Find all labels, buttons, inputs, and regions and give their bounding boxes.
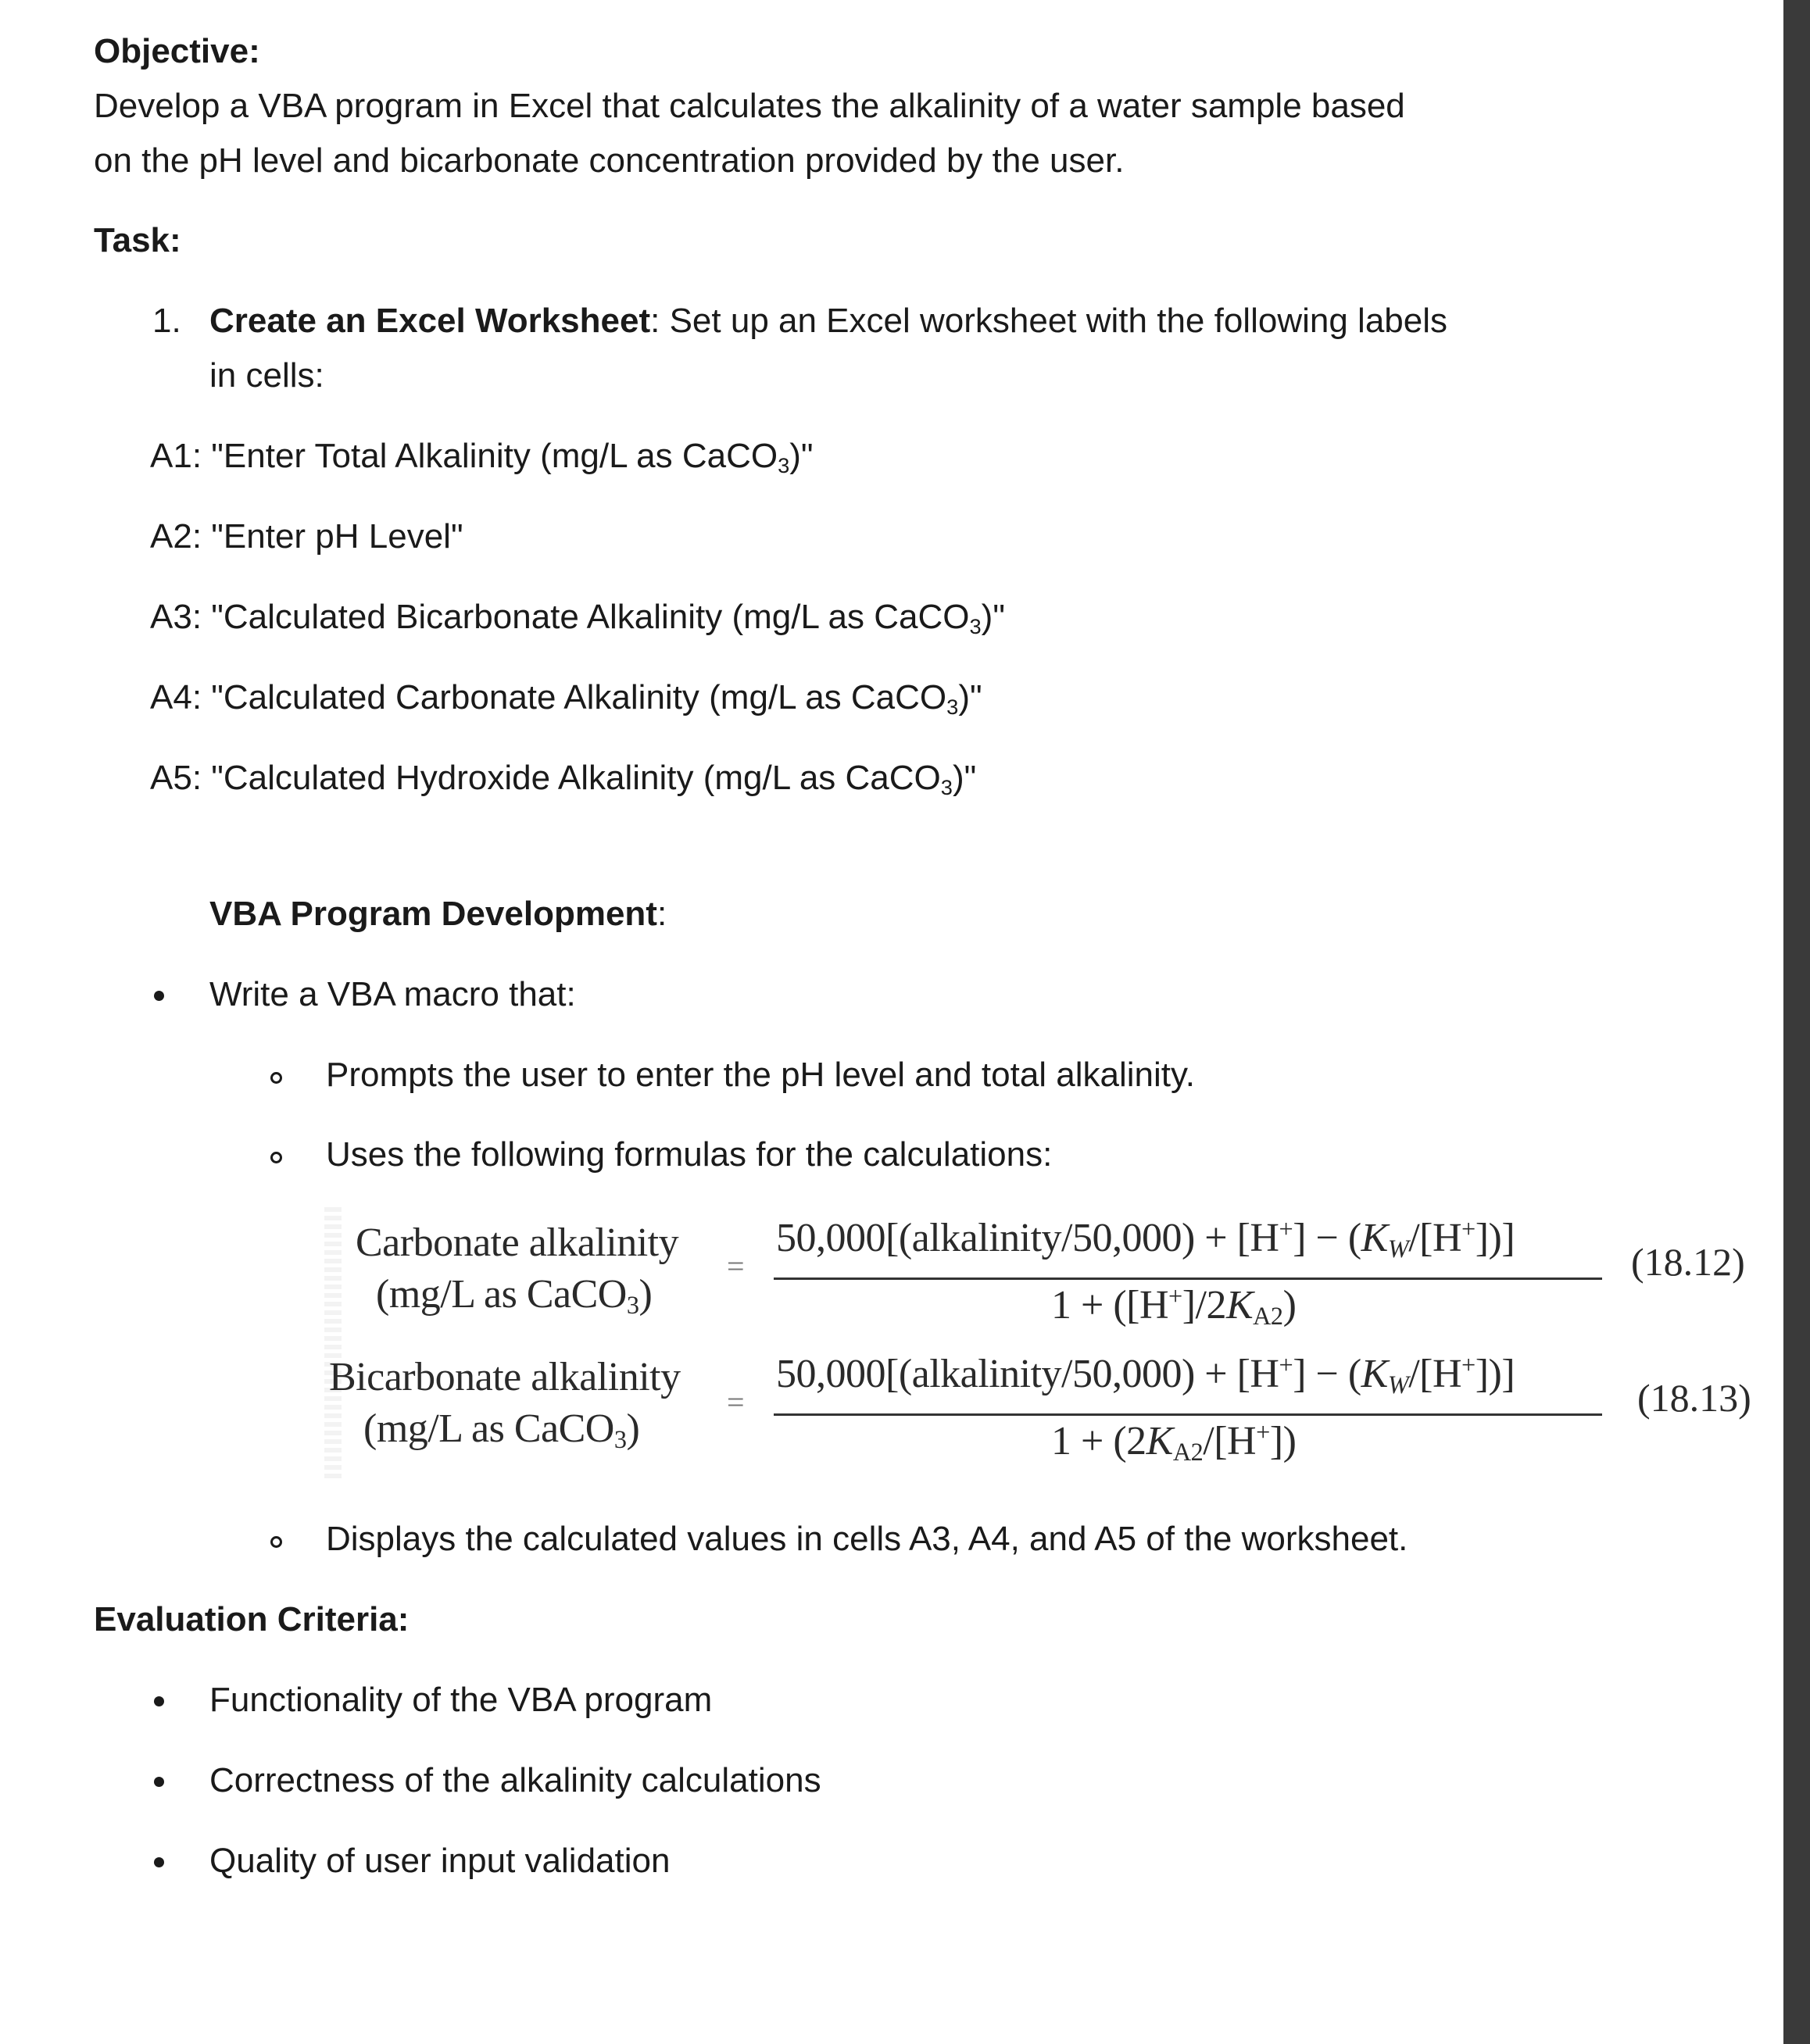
formula-2-fraction-bar [774, 1413, 1602, 1416]
cell-label-a5: A5: "Calculated Hydroxide Alkalinity (mg/L as CaCO$_3$)" [150, 759, 977, 799]
objective-line-1: Develop a VBA program in Excel that calculates the alkalinity of a water sample based [94, 87, 1405, 125]
vba-sub-item-1: Prompts the user to enter the pH level and total alkalinity. [326, 1056, 1195, 1094]
scan-edge [324, 1207, 342, 1481]
formula-1-name-line-1: Carbonate alkalinity [356, 1220, 679, 1265]
formula-1-denominator: $1 + ([H^+]/2K_{A2})$ [1051, 1281, 1297, 1331]
vba-sub-item-3: Displays the calculated values in cells A3, A4, and A5 of the worksheet. [326, 1520, 1408, 1558]
vba-sub-item-2: Uses the following formulas for the calculations: [326, 1135, 1053, 1174]
evaluation-item: Correctness of the alkalinity calculations [209, 1761, 821, 1799]
task-step-number: 1. [152, 302, 181, 340]
formula-image [324, 1199, 1774, 1488]
task-step-line-2: in cells: [209, 356, 324, 395]
cell-label-a2: A2: "Enter pH Level" [150, 517, 463, 556]
bullet-dot [154, 1777, 164, 1787]
sub-bullet-circle [270, 1536, 282, 1548]
window-edge [1783, 0, 1810, 2044]
formula-2-name-line-2: (mg/L as CaCO$_3$) [363, 1406, 640, 1454]
formula-1-fraction-bar [774, 1278, 1602, 1280]
evaluation-item: Functionality of the VBA program [209, 1681, 713, 1719]
vba-bullet-text: Write a VBA macro that: [209, 975, 576, 1013]
formula-2-name-line-1: Bicarbonate alkalinity [329, 1355, 681, 1399]
task-step-text: : Set up an Excel worksheet with the following labels [650, 302, 1448, 340]
formula-2-number: (18.13) [1637, 1376, 1751, 1420]
cell-label-a1: A1: "Enter Total Alkalinity (mg/L as CaCO$_3$)" [150, 437, 814, 477]
evaluation-heading: Evaluation Criteria: [94, 1600, 410, 1638]
formula-2-numerator: 50,000[(alkalinity/50,000) + $[H^+] - (K_W/[H^+])$] [776, 1350, 1515, 1399]
formula-1-numerator: 50,000[(alkalinity/50,000) + $[H^+] - (K_W/[H^+])$] [776, 1214, 1515, 1263]
cell-label-a3: A3: "Calculated Bicarbonate Alkalinity (mg/L as CaCO$_3$)" [150, 598, 1005, 638]
task-heading: Task: [94, 221, 181, 259]
formula-1-number: (18.12) [1631, 1240, 1745, 1284]
sub-bullet-circle [270, 1152, 282, 1163]
task-step-line-1 [209, 299, 1447, 343]
sub-bullet-circle [270, 1072, 282, 1084]
bullet-dot [154, 1857, 164, 1867]
cell-label-a4: A4: "Calculated Carbonate Alkalinity (mg/L as CaCO$_3$)" [150, 678, 982, 719]
bullet-dot [154, 1696, 164, 1706]
bullet-dot [154, 991, 164, 1001]
vba-heading: VBA Program Development: [209, 895, 667, 933]
formula-1-name-line-2: (mg/L as CaCO$_3$) [376, 1272, 653, 1320]
formula-2-denominator: $1 + (2K_{A2}/[H^+])$ [1051, 1417, 1297, 1467]
formula-2-equals: = [727, 1385, 745, 1420]
evaluation-item: Quality of user input validation [209, 1842, 671, 1880]
objective-heading: Objective: [94, 32, 260, 70]
task-step-title: Create an Excel Worksheet [209, 302, 651, 340]
formula-1-equals: = [727, 1249, 745, 1284]
objective-line-2: on the pH level and bicarbonate concentration provided by the user. [94, 141, 1125, 180]
